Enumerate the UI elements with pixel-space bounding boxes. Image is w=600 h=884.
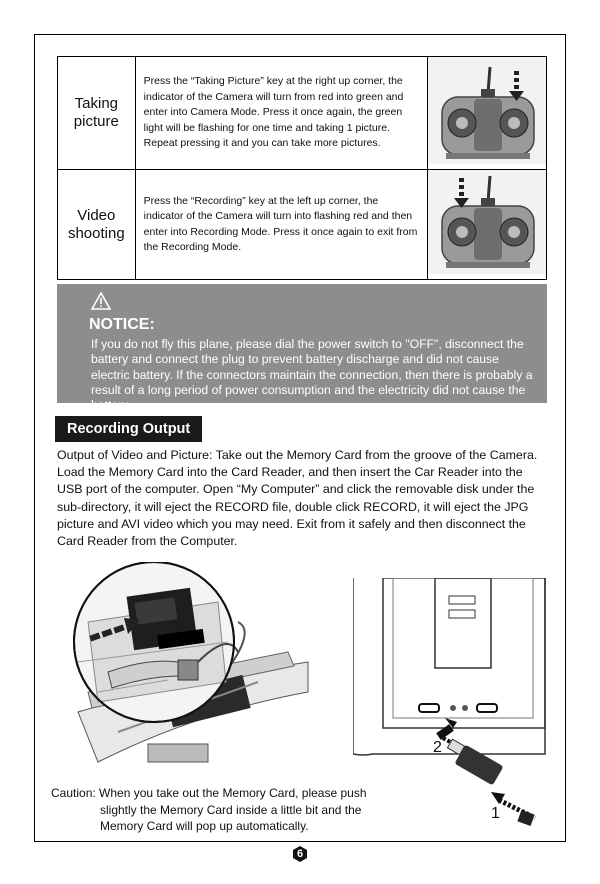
caution-line: Caution: When you take out the Memory Card, please push bbox=[51, 786, 367, 800]
caution-line: Memory Card will pop up automatically. bbox=[100, 819, 309, 833]
label-line: shooting bbox=[67, 224, 125, 242]
page-number bbox=[292, 846, 308, 862]
page-number-text: 6 bbox=[296, 848, 304, 860]
label-line: Taking bbox=[74, 95, 118, 112]
warning-triangle-icon bbox=[91, 297, 111, 314]
step-2-label: 2 bbox=[433, 739, 442, 756]
table-row bbox=[58, 57, 547, 170]
camera-memory-card-slot-icon bbox=[58, 562, 314, 768]
section-heading: Recording Output bbox=[55, 416, 202, 442]
section-body: Output of Video and Picture: Take out the Memory Card from the groove of the Camera. Load the Memory Card into the Card Reader, and then insert the Car Reader into the USB port of the computer. Open “My Computer” and click the removable disk under the sub-directory, it will eject the RECORD file, double click RECORD, it will eject the JPG picture and AVI video which you may need. Exit from it safely and then disconnect the Card Reader from the Computer. bbox=[57, 448, 538, 549]
step-1-label: 1 bbox=[491, 805, 500, 822]
operation-table bbox=[57, 56, 547, 280]
notice-title: NOTICE: bbox=[89, 316, 155, 333]
label-line: Video bbox=[77, 206, 116, 224]
row-label bbox=[58, 170, 136, 280]
row-description: Press the “Taking Picture” key at the right up corner, the indicator of the Camera will turn from red into green and enter into Camera Mode. Press it once again, the green light will be flashing for one time and taking 1 picture. Repeat pressing it and you can take more pictures. bbox=[135, 57, 427, 170]
caution-line: slightly the Memory Card inside a little bit and the bbox=[100, 802, 362, 817]
notice-box bbox=[57, 284, 547, 413]
caution-note bbox=[51, 785, 401, 835]
table-row bbox=[58, 170, 547, 280]
row-label bbox=[58, 57, 136, 170]
transmitter-left-button-icon bbox=[427, 170, 546, 280]
notice-body: If you do not fly this plane, please dial the power switch to "OFF", disconnect the battery and connect the plug to prevent battery discharge and did not cause electric battery. If the connectors maintain the connection, then there is probably a result of a long period of power consumption and the electricity did not cause the battery. bbox=[91, 337, 533, 413]
row-description: Press the “Recording” key at the left up corner, the indicator of the Camera will turn into flashing red and then enter into Recording Mode. Press it once again to exit from the Recording Mode. bbox=[135, 170, 427, 280]
transmitter-right-button-icon bbox=[427, 57, 546, 170]
label-line: picture bbox=[73, 113, 119, 130]
